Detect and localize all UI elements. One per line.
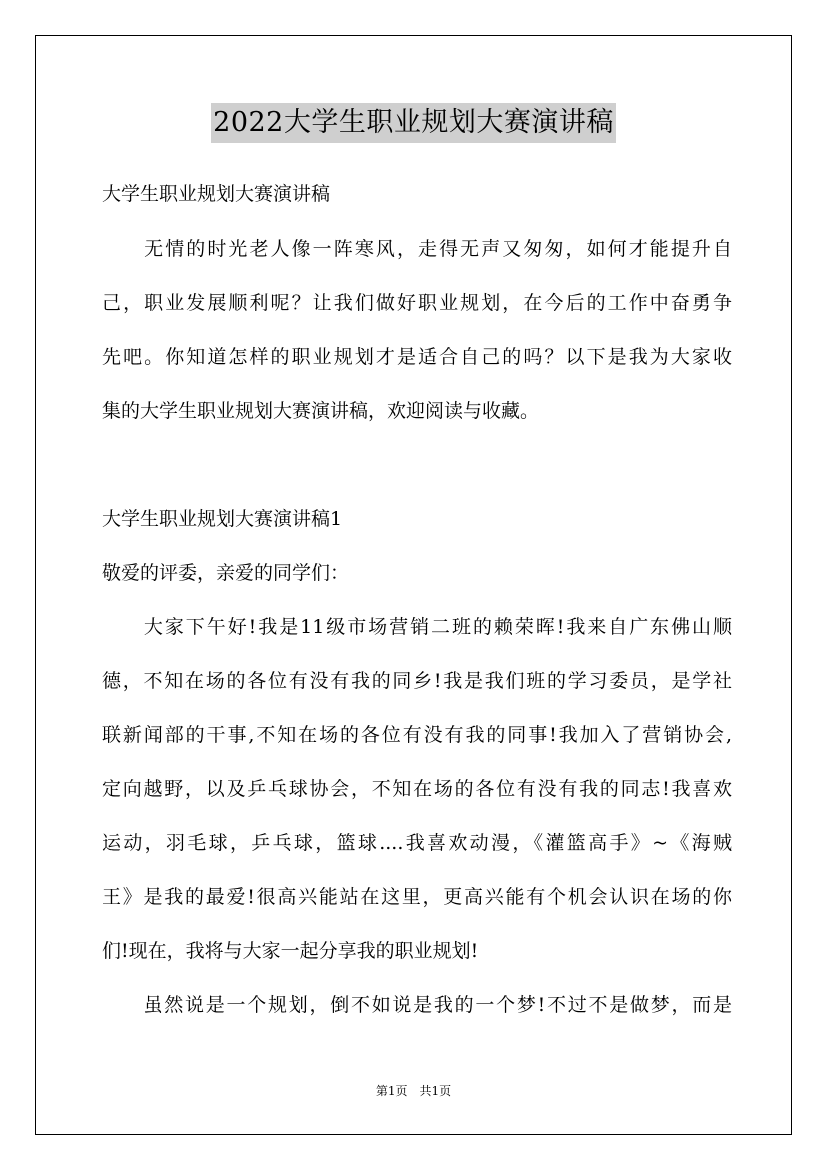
title-container: [0, 103, 827, 143]
paragraph-line: 德，不知在场的各位有没有我的同乡!我是我们班的学习委员，是学社: [102, 670, 732, 692]
paragraph-line: 定向越野，以及乒乓球协会，不知在场的各位有没有我的同志!我喜欢: [102, 778, 732, 800]
paragraph-line: 己，职业发展顺利呢？让我们做好职业规划，在今后的工作中奋勇争: [102, 292, 732, 314]
paragraph-line: 虽然说是一个规划，倒不如说是我的一个梦!不过不是做梦，而是: [102, 994, 732, 1016]
paragraph-line: 无情的时光老人像一阵寒风，走得无声又匆匆，如何才能提升自: [102, 238, 732, 260]
salutation: 敬爱的评委，亲爱的同学们：: [102, 562, 350, 584]
section-heading-intro: 大学生职业规划大赛演讲稿: [102, 183, 331, 205]
paragraph-line: 运动，羽毛球，乒乓球，篮球....我喜欢动漫，《灌篮高手》~《海贼: [102, 832, 732, 854]
page-number-footer: 第1页 共1页: [375, 1084, 452, 1098]
paragraph-line: 们!现在，我将与大家一起分享我的职业规划!: [102, 940, 479, 962]
paragraph-line: 王》是我的最爱!很高兴能站在这里，更高兴能有个机会认识在场的你: [102, 886, 732, 908]
paragraph-line: 联新闻部的干事,不知在场的各位有没有我的同事!我加入了营销协会,: [102, 724, 732, 746]
paragraph-line: 大家下午好!我是11级市场营销二班的赖荣晖!我来自广东佛山顺: [102, 616, 732, 638]
paragraph-line: 先吧。你知道怎样的职业规划才是适合自己的吗？以下是我为大家收: [102, 346, 732, 368]
document-title: 2022大学生职业规划大赛演讲稿: [211, 103, 616, 143]
section-heading-speech-1: 大学生职业规划大赛演讲稿1: [102, 508, 343, 530]
paragraph-line: 集的大学生职业规划大赛演讲稿，欢迎阅读与收藏。: [102, 400, 540, 422]
